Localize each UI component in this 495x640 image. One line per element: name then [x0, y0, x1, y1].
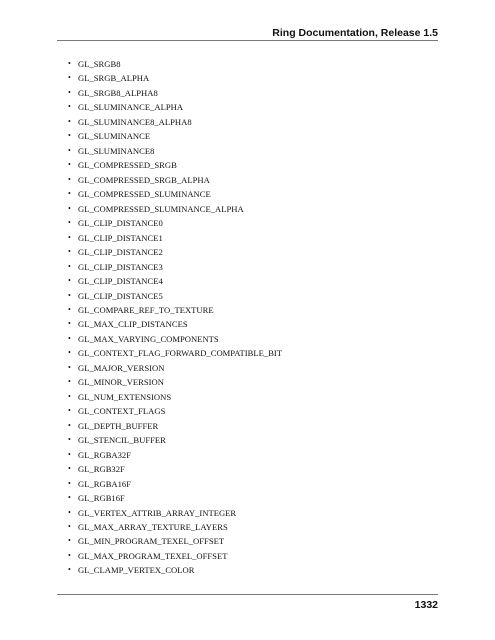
list-item — [68, 477, 282, 491]
list-item — [68, 520, 282, 534]
footer-divider — [57, 594, 438, 595]
list-item-text: GL_COMPRESSED_SLUMINANCE — [78, 189, 211, 200]
list-item — [68, 506, 282, 520]
list-item — [68, 129, 282, 143]
bullet-icon: • — [68, 247, 71, 257]
bullet-icon: • — [68, 493, 71, 503]
bullet-icon: • — [68, 276, 71, 286]
list-item — [68, 57, 282, 71]
list-item — [68, 216, 282, 230]
constant-list — [68, 57, 282, 578]
page-header — [0, 0, 495, 40]
bullet-icon: • — [68, 261, 71, 271]
list-item — [68, 404, 282, 418]
list-item — [68, 274, 282, 288]
list-item — [68, 289, 282, 303]
list-item — [68, 245, 282, 259]
list-item-text: GL_MAX_VARYING_COMPONENTS — [78, 333, 219, 344]
list-item — [68, 86, 282, 100]
list-item — [68, 549, 282, 563]
list-item-text: GL_SRGB8 — [78, 59, 121, 69]
bullet-icon: • — [68, 87, 71, 97]
list-item — [68, 563, 282, 577]
list-item-text: GL_NUM_EXTENSIONS — [78, 391, 172, 402]
list-item-text: GL_MAX_CLIP_DISTANCES — [78, 319, 188, 330]
bullet-icon: • — [68, 304, 71, 314]
bullet-icon: • — [68, 362, 71, 372]
list-item-text: GL_CLIP_DISTANCE3 — [78, 261, 163, 272]
list-item-text: GL_SRGB_ALPHA — [78, 73, 150, 84]
list-item — [68, 173, 282, 187]
list-item — [68, 187, 282, 201]
bullet-icon: • — [68, 290, 71, 300]
list-item — [68, 260, 282, 274]
list-item — [68, 100, 282, 114]
list-item-text: GL_STENCIL_BUFFER — [78, 435, 166, 446]
document-title: Ring Documentation, Release 1.5 — [272, 27, 438, 39]
list-item-text: GL_SLUMINANCE8_ALPHA8 — [78, 116, 192, 127]
list-item-text: GL_VERTEX_ATTRIB_ARRAY_INTEGER — [78, 507, 237, 518]
list-item-text: GL_RGBA32F — [78, 449, 132, 460]
page-number: 1332 — [414, 599, 438, 611]
bullet-icon: • — [68, 232, 71, 242]
list-item — [68, 375, 282, 389]
bullet-icon: • — [68, 59, 71, 68]
list-item-text: GL_COMPRESSED_SRGB — [78, 160, 177, 171]
list-item-text: GL_COMPRESSED_SLUMINANCE_ALPHA — [78, 203, 244, 214]
list-item-text: GL_SLUMINANCE — [78, 131, 151, 142]
bullet-icon: • — [68, 391, 71, 401]
list-item-text: GL_MINOR_VERSION — [78, 377, 164, 388]
bullet-icon: • — [68, 348, 71, 358]
bullet-icon: • — [68, 333, 71, 343]
list-item-text: GL_COMPRESSED_SRGB_ALPHA — [78, 174, 210, 185]
list-item — [68, 144, 282, 158]
bullet-icon: • — [68, 102, 71, 112]
list-item — [68, 390, 282, 404]
bullet-icon: • — [68, 116, 71, 126]
bullet-icon: • — [68, 565, 71, 575]
bullet-icon: • — [68, 189, 71, 199]
list-item-text: GL_RGB32F — [78, 464, 125, 475]
bullet-icon: • — [68, 174, 71, 184]
bullet-icon: • — [68, 218, 71, 228]
bullet-icon: • — [68, 522, 71, 531]
bullet-icon: • — [68, 507, 71, 517]
list-item — [68, 534, 282, 548]
bullet-icon: • — [68, 536, 71, 546]
bullet-icon: • — [68, 478, 71, 488]
bullet-icon: • — [68, 131, 71, 141]
list-item-text: GL_CLIP_DISTANCE5 — [78, 290, 163, 301]
list-item — [68, 303, 282, 317]
list-item — [68, 491, 282, 505]
list-item — [68, 158, 282, 172]
list-item — [68, 419, 282, 433]
bullet-icon: • — [68, 449, 71, 459]
bullet-icon: • — [68, 203, 71, 213]
list-item — [68, 361, 282, 375]
list-item-text: GL_CLIP_DISTANCE4 — [78, 276, 163, 287]
bullet-icon: • — [68, 435, 71, 445]
list-item-text: GL_SRGB8_ALPHA8 — [78, 87, 158, 98]
list-item — [68, 317, 282, 331]
list-item-text: GL_SLUMINANCE8 — [78, 145, 155, 156]
list-item-text: GL_SLUMINANCE_ALPHA — [78, 102, 184, 113]
bullet-icon: • — [68, 550, 71, 560]
bullet-icon: • — [68, 464, 71, 474]
bullet-icon: • — [68, 319, 71, 329]
list-item-text: GL_MIN_PROGRAM_TEXEL_OFFSET — [78, 536, 225, 547]
bullet-icon: • — [68, 160, 71, 170]
list-item — [68, 462, 282, 476]
bullet-icon: • — [68, 406, 71, 416]
list-item-text: GL_RGBA16F — [78, 478, 132, 489]
bullet-icon: • — [68, 145, 71, 155]
list-item — [68, 71, 282, 85]
list-item — [68, 332, 282, 346]
bullet-icon: • — [68, 420, 71, 430]
list-item-text: GL_CLIP_DISTANCE2 — [78, 247, 163, 258]
list-item-text: GL_MAX_ARRAY_TEXTURE_LAYERS — [78, 522, 228, 532]
list-item — [68, 231, 282, 245]
list-item-text: GL_CONTEXT_FLAG_FORWARD_COMPATIBLE_BIT — [78, 348, 283, 359]
header-divider — [57, 40, 438, 41]
bullet-icon: • — [68, 377, 71, 387]
list-item — [68, 448, 282, 462]
list-item-text: GL_CONTEXT_FLAGS — [78, 406, 166, 417]
list-item — [68, 433, 282, 447]
list-item-text: GL_DEPTH_BUFFER — [78, 420, 159, 431]
list-item-text: GL_CLIP_DISTANCE0 — [78, 218, 163, 229]
list-item-text: GL_CLAMP_VERTEX_COLOR — [78, 565, 195, 576]
list-item-text: GL_MAJOR_VERSION — [78, 362, 165, 373]
list-item-text: GL_COMPARE_REF_TO_TEXTURE — [78, 304, 214, 315]
list-item-text: GL_CLIP_DISTANCE1 — [78, 232, 163, 243]
list-item — [68, 202, 282, 216]
list-item-text: GL_RGB16F — [78, 493, 125, 504]
bullet-icon: • — [68, 73, 71, 83]
list-item — [68, 115, 282, 129]
list-item — [68, 346, 282, 360]
list-item-text: GL_MAX_PROGRAM_TEXEL_OFFSET — [78, 550, 228, 561]
